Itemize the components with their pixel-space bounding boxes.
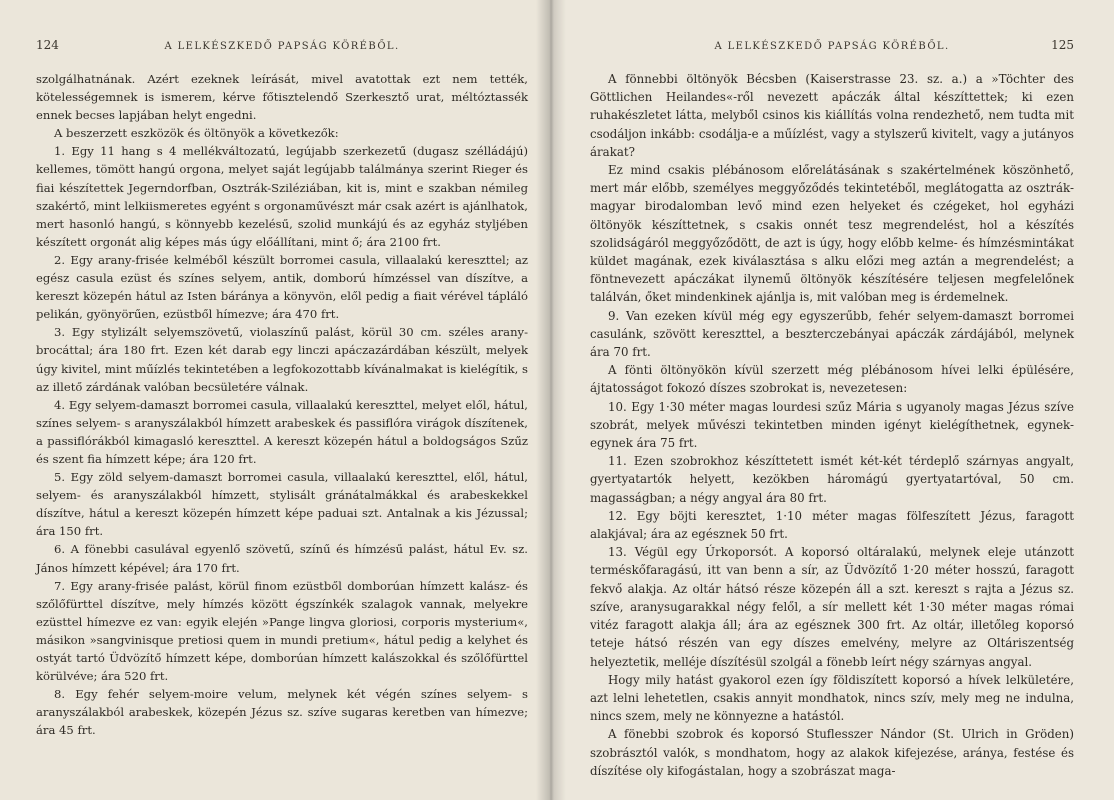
paragraph: 8. Egy fehér selyem-moire velum, melynek két végén színes selyem- s aranyszálakból arabeskek, közepén Jézus sz. szíve sugaras keretben van hímezve; ára 45 frt. bbox=[36, 687, 528, 738]
right-page-header bbox=[590, 38, 1074, 52]
paragraph: 3. Egy stylizált selyemszövetű, violaszínű palást, körül 30 cm. széles arany-brocáttal; ára 180 frt. Ezen két darab egy linczi apáczazárdában készült, melyek úgy kivitel, mint műízlés tekintetében a legfokozottabb kívánalmakat is kielégítik, s az illető zárdának valóban becsületére válnak. bbox=[36, 325, 528, 394]
left-page bbox=[0, 0, 550, 800]
paragraph: 1. Egy 11 hang s 4 mellékváltozatú, legújabb szerkezetű (dugasz szélládájú) kellemes, tömött hangú orgona, melyet saját legújabb találmánya szerint Rieger és fiai készítettek Jegerndorfban, Osztrák-Sziléziában, kit is, mint e szakban némileg szakértő, mint lelkiismeretes egyént s orgonaművészt már csak azért is ajánlhatok, mert hasonló hangú, s könnyebb kezelésű, szolid munkájú és az egyház styljében készített orgonát alig képes más úgy előállítani, mint ő; ára 2100 frt. bbox=[36, 144, 528, 249]
paragraph: 2. Egy arany-frisée kelméből készült borromei casula, villaalakú kereszttel; az egész casula ezüst és színes selyem, antik, domború hímzéssel van díszítve, a kereszt közepén hátul az Isten báránya a könyvön, elől pedig a fiait vérével tápláló pelikán, gyönyörűen, ezüstből hímezve; ára 470 frt. bbox=[36, 252, 528, 322]
running-head: A LELKÉSZKEDŐ PAPSÁG KÖRÉBŐL. bbox=[714, 41, 950, 52]
running-head: A LELKÉSZKEDŐ PAPSÁG KÖRÉBŐL. bbox=[164, 41, 400, 52]
paragraph: 4. Egy selyem-damaszt borromei casula, villaalakú kereszttel, melyet elől, hátul, színes selyem- s aranyszálakból hímzett arabeskek és passiflóra virágok díszítenek, a passiflórákból kimagasló kereszttel. A kereszt közepén hátul a boldogságos Szűz és szent fia hímzett képe; ára 120 frt. bbox=[36, 397, 528, 466]
paragraph: 5. Egy zöld selyem-damaszt borromei casula, villaalakú kereszttel, elől, hátul, selyem- és aranyszálakból hímzett, stylisált gránátalmákkal és arabeskekkel díszítve, hátul a kereszt közepén hímzett képe paduai szt. Antalnak a kis Jézussal; ára 150 frt. bbox=[36, 470, 528, 539]
paragraph: 10. Egy 1·30 méter magas lourdesi szűz Mária s ugyanoly magas Jézus szíve szobrát, melyek művészi tekintetben minden igényt kielégíthetnek, egynek-egynek ára 75 frt. bbox=[590, 399, 1074, 451]
paragraph: A fönebbi szobrok és koporsó Stuflesszer Nándor (St. Ulrich in Gröden) szobrásztól valók, s mondhatom, hogy az alakok kifejezése, aránya, festése és díszítése oly kifogástalan, hogy a szobrászat maga- bbox=[590, 727, 1074, 778]
paragraph: 9. Van ezeken kívül még egy egyszerűbb, fehér selyem-damaszt borromei casulánk, szövött kereszttel, a beszterczebányai apáczák zárdájából, melynek ára 70 frt. bbox=[590, 308, 1074, 360]
paragraph: 11. Ezen szobrokhoz készíttetett ismét két-két térdeplő szárnyas angyalt, gyertyatartók helyett, kezökben háromágú gyertyatartóval, 50 cm. magasságban; a négy angyal ára 80 frt. bbox=[590, 454, 1074, 505]
paragraph: A fönti öltönyökön kívül szerzett még plébánosom hívei lelki épülésére, ájtatosságot fokozó díszes szobrokat is, nevezetesen: bbox=[590, 363, 1074, 396]
left-page-body bbox=[36, 70, 528, 739]
paragraph: Hogy mily hatást gyakorol ezen így földiszített koporsó a hívek lelkületére, azt lelni lehetetlen, csakis annyit mondhatok, nincs szív, mely meg ne indulna, nincs szem, mely ne könnyezne a hatástól. bbox=[590, 672, 1074, 724]
page-number: 125 bbox=[1051, 38, 1074, 52]
left-page-header bbox=[36, 38, 528, 52]
paragraph: A beszerzett eszközök és öltönyök a következők: bbox=[54, 126, 339, 141]
page-number: 124 bbox=[36, 38, 59, 52]
right-page bbox=[550, 0, 1114, 800]
paragraph: 7. Egy arany-frisée palást, körül finom ezüstből domborúan hímzett kalász- és szőlőfürttel díszítve, mely hímzés között égszínkék szalagok vannak, melyekre ezüsttel hímezve ez van: egyik elején »Pange lingva gloriosi, corporis mysterium«, másikon »sangvinisque pretiosi quem in mundi pretium«, hátul pedig a kelyhet és ostyát tartó Üdvözítő hímzett képe, domborúan hímzett kalászokkal és szőlőfürttel körülvéve; ára 520 frt. bbox=[36, 578, 528, 684]
paragraph: szolgálhatnának. Azért ezeknek leírását, mivel avatottak ezt nem tették, kötelességemnek is ismerem, kérve főtisztelendő Szerkesztő urat, méltóztassék ennek becses lapjában helyt engedni. bbox=[36, 72, 528, 123]
paragraph: 6. A fönebbi casulával egyenlő szövetű, színű és hímzésű palást, hátul Ev. sz. János hímzett képével; ára 170 frt. bbox=[36, 542, 528, 575]
right-page-body bbox=[590, 70, 1074, 780]
paragraph: A fönnebbi öltönyök Bécsben (Kaiserstrasse 23. sz. a.) a »Töchter des Göttlichen Heilandes«-ről nevezett apáczák által készíttettek; ki ezen ruhakészletet látta, melyből csinos kis kiállítás volna rendezhető, nem tudta mit csodáljon inkább: csodálja-e a műízlést, vagy a stylszerű kivitelt, vagy a jutányos árakat? bbox=[590, 72, 1074, 159]
paragraph: 12. Egy böjti keresztet, 1·10 méter magas fölfeszített Jézus, faragott alakjával; ára az egésznek 50 frt. bbox=[590, 508, 1074, 542]
paragraph: Ez mind csakis plébánosom előrelátásának s szakértelmének köszönhető, mert már előbb, személyes meggyőződés tekintetéből, meglátogatta az osztrák-magyar birodalomban levő mind ezen helyeket és czégeket, hol egyházi öltönyök készíttetnek, s csakis onnét tesz megrendelést, hol a készítés szolidságáról meggyőződött, de azt is úgy, hogy előbb kelme- és hímzésmintákat küldet magának, ezek kiválasztása s alku előzi meg aztán a megrendelést; a föntnevezett apáczákat ilynemű öltönyök készítésére teljesen megfelelőnek találván, őket mindenkinek ajánlja is, mit valóban meg is érdemelnek. bbox=[590, 163, 1074, 305]
paragraph: 13. Végül egy Úrkoporsót. A koporsó oltáralakú, melynek eleje utánzott terméskőfaragású, itt van benn a sír, az Üdvözítő 1·20 méter hosszú, faragott fekvő alakja. Az oltár hátsó része közepén áll a szt. kereszt s rajta a Jézus sz. szíve, aranysugarakkal négy felől, a sír mellett két 1·30 méter magas római vitéz faragott alakja áll; ára az egésznek 300 frt. Az oltár, illetőleg koporsó teteje hátsó részén van egy díszes emelvény, melyre az Oltáriszentség helyeztetik, melléje díszítésül szolgál a fönebb leírt négy szárnyas angyal. bbox=[590, 545, 1074, 669]
